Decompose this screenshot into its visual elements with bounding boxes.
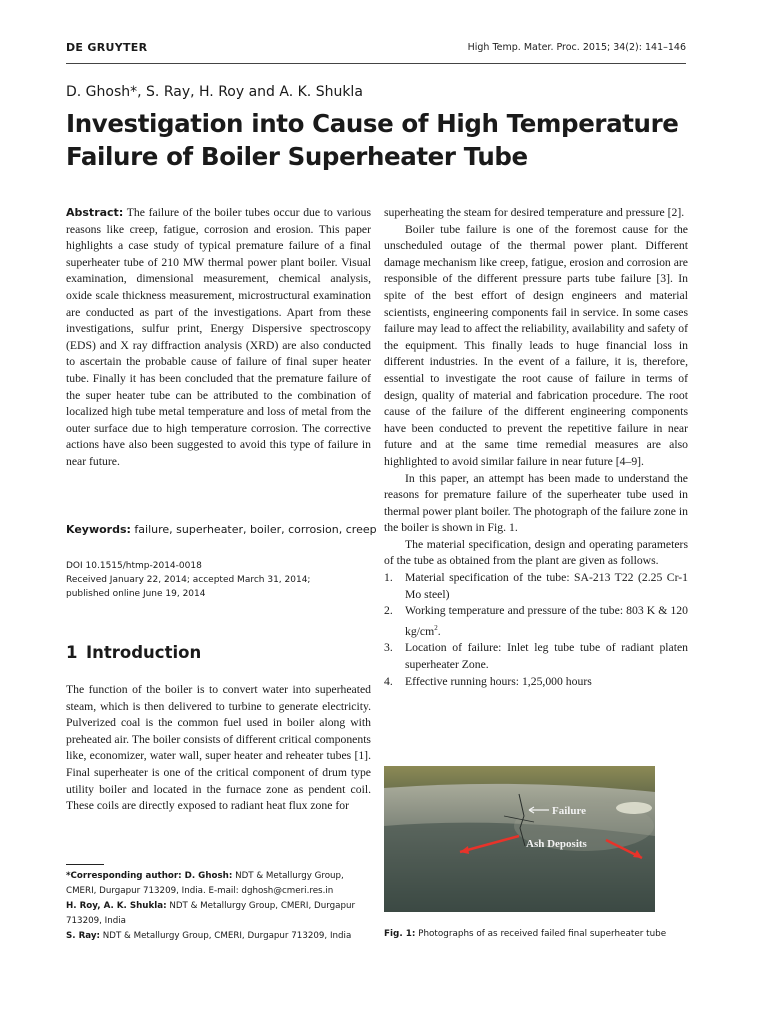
ash-deposits-label: Ash Deposits (526, 838, 587, 850)
caption-text: Photographs of as received failed final superheater tube (415, 929, 667, 939)
list-item: 3. Location of failure: Inlet leg tube tube of radiant platen superheater Zone. (384, 641, 688, 671)
footnote-ray-text: NDT & Metallurgy Group, CMERI, Durgapur 713209, India (100, 931, 352, 941)
title-line-1: Investigation into Cause of High Temperature (66, 109, 679, 138)
right-paragraph-1: superheating the steam for desired temperature and pressure [2]. (384, 206, 685, 219)
title-line-2: Failure of Boiler Superheater Tube (66, 142, 528, 171)
footnote-corresponding (66, 869, 371, 899)
footnote-ray (66, 929, 371, 944)
footnote-corr-label: *Corresponding author: D. Ghosh: (66, 871, 233, 881)
failure-label: Failure (552, 805, 587, 817)
keywords-text: failure, superheater, boiler, corrosion, creep (130, 523, 377, 536)
section-heading (66, 643, 201, 662)
section-number: 1 (66, 643, 78, 662)
spec-list (384, 570, 688, 690)
abstract-text: The failure of the boiler tubes occur due to various reasons like creep, fatigue, corrosion and erosion. This paper highlights a case study of typical premature failure of a final superheater tube of 210 MW thermal power plant boiler. Visual examination, dimensional measurement, chemical analysis, oxide scale thickness measurement, microstructural examination are conducted as part of the investigations. Apart from these investigations, sulfur print, Energy Dispersive spectroscopy (EDS) and X ray diffraction analysis (XRD) are also conducted to ascertain the probable cause of failure of final super heater tube. Finally it has been concluded that the premature failure of the super heater tube can be attributed to the combination of localized high tube metal temperature and loss of metal from the outer surface due to high temperature corrosion. The corrective actions have also been suggested to avoid this type of failure in near future. (66, 206, 371, 468)
footnote-corr-text: NDT & Metallurgy Group, CMERI, Durgapur 713209, India. E-mail: dghosh@cmeri.res.in (66, 871, 344, 896)
keywords (66, 523, 377, 536)
header-rule (66, 63, 686, 64)
caption-label: Fig. 1: (384, 929, 416, 939)
list-item: 2. Working temperature and pressure of the tube: 803 K & 120 $kg/cm^2$. (384, 604, 688, 638)
figure-caption (384, 929, 666, 939)
right-paragraph-4: The material specification, design and operating parameters of the tube as obtained from the plant are given as follows. (384, 537, 688, 568)
list-item: 1. Material specification of the tube: SA-213 T22 (2.25 Cr-1 Mo steel) (384, 571, 688, 601)
failure-photograph (384, 766, 655, 912)
abstract (66, 205, 371, 471)
publisher-name: DE GRUYTER (66, 41, 148, 54)
intro-paragraph: The function of the boiler is to convert water into superheated steam, which is then delivered to turbine to generate electricity. Pulverized coal is the common fuel used in boiler along with preheated air. The boiler consists of different critical components like, economizer, water wall, super heater and reheater tubes [1]. Final superheater is one of the critical component of drum type utility boiler and located in the furnace zone as pendent coil. These coils are directly exposed to radiant heat flux zone for (66, 683, 371, 813)
footnote-roy (66, 899, 371, 929)
received-date: Received January 22, 2014; accepted March 31, 2014; (66, 575, 311, 585)
footnote-rule (66, 864, 104, 865)
right-paragraph-2: Boiler tube failure is one of the foremost cause for the unscheduled outage of the thermal power plant. Different damage mechanism like creep, fatigue, erosion and corrosion are responsible of the different pressure parts tube failure [3]. In spite of the best effort of design engineers and material scientists, engineering components fail in service. In some cases failure may lead to affect the reliability, availability and safety of the equipment. This finally leads to huge financial loss in different industries. In the event of a failure, it is, therefore, essential to investigate the root cause of failure in terms of design, quality of material and fabrication procedure. The root cause of the failure of the different engineering components have been conducted to prevent the repetitive failure in near future and at the same time remedial measures are also highlighted to avoid similar failure in near future [4–9]. (384, 222, 688, 468)
published-date: published online June 19, 2014 (66, 589, 206, 599)
paper-title (66, 107, 686, 173)
list-item: 4. Effective running hours: 1,25,000 hours (384, 674, 592, 688)
keywords-label: Keywords: (66, 523, 131, 536)
journal-citation: High Temp. Mater. Proc. 2015; 34(2): 141–146 (467, 42, 686, 53)
doi: DOI 10.1515/htmp-2014-0018 (66, 561, 202, 571)
footnote-roy-label: H. Roy, A. K. Shukla: (66, 901, 167, 911)
right-column (384, 205, 688, 690)
article-meta (66, 559, 310, 601)
author-list: D. Ghosh*, S. Ray, H. Roy and A. K. Shukla (66, 84, 363, 100)
footnote-ray-label: S. Ray: (66, 931, 101, 941)
section-title: Introduction (86, 643, 202, 662)
footnote-roy-text: NDT & Metallurgy Group, CMERI, Durgapur 713209, India (66, 901, 356, 926)
abstract-label: Abstract: (66, 206, 124, 219)
tube-photo (384, 766, 655, 912)
right-paragraph-3: In this paper, an attempt has been made to understand the reasons for premature failure of the superheater tube used in thermal power plant boiler. The photograph of the failure zone in the boiler is shown in Fig. 1. (384, 471, 688, 535)
footnotes (66, 869, 371, 944)
